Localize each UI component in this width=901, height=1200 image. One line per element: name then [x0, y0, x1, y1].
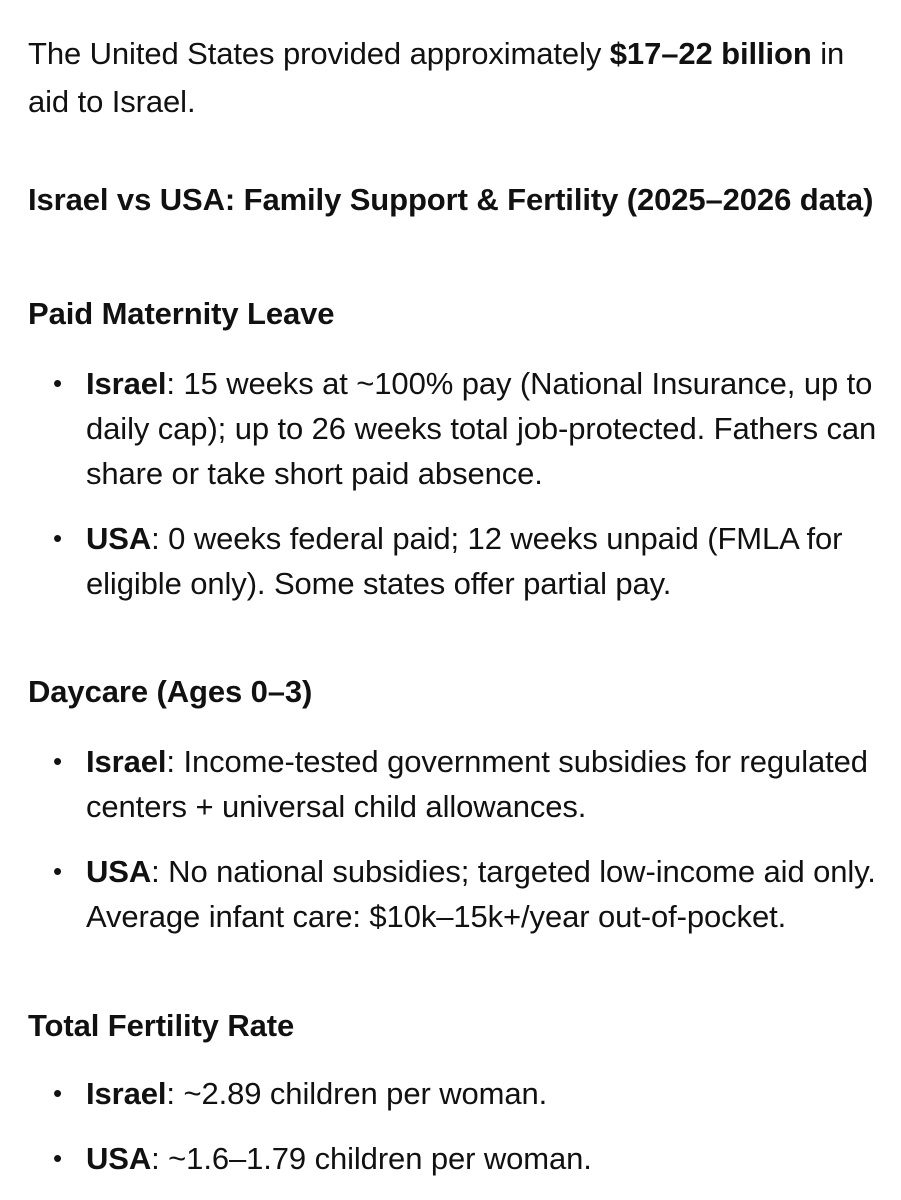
bullet-icon: • [53, 856, 63, 886]
item-label: USA [86, 521, 152, 556]
list-item [0, 516, 901, 606]
bullet-icon: • [53, 1078, 63, 1108]
item-text: : No national subsidies; targeted low-income aid only. Average infant care: $10k–15k+/year out-of-pocket. [86, 854, 876, 934]
item-label: Israel [86, 1076, 167, 1111]
item-text: : ~1.6–1.79 children per woman. [151, 1141, 592, 1176]
heading-daycare: Daycare (Ages 0–3) [28, 674, 313, 709]
intro-suffix: in aid to Israel. [28, 36, 845, 119]
bullet-icon: • [53, 1143, 63, 1173]
item-label: USA [86, 854, 152, 889]
item-label: Israel [86, 366, 167, 401]
comparison-title: Israel vs USA: Family Support & Fertility (2025–2026 data) [28, 182, 874, 217]
heading-paid-maternity-leave: Paid Maternity Leave [28, 296, 335, 331]
list-paid-maternity-leave [0, 361, 901, 606]
list-item [0, 739, 901, 829]
intro-paragraph [28, 30, 878, 126]
bullet-icon: • [53, 523, 63, 553]
list-item [0, 1136, 901, 1181]
item-text: : ~2.89 children per woman. [166, 1076, 548, 1111]
item-label: Israel [86, 744, 167, 779]
bullet-icon: • [53, 746, 63, 776]
heading-total-fertility-rate: Total Fertility Rate [28, 1008, 295, 1043]
item-label: USA [86, 1141, 152, 1176]
item-text: : Income-tested government subsidies for regulated centers + universal child allowances. [86, 744, 868, 824]
list-total-fertility-rate [0, 1071, 901, 1181]
intro-amount: $17–22 billion [609, 36, 812, 71]
list-item [0, 849, 901, 939]
intro-prefix: The United States provided approximately [28, 36, 610, 71]
list-daycare [0, 739, 901, 939]
list-item [0, 1071, 901, 1116]
item-text: : 0 weeks federal paid; 12 weeks unpaid (FMLA for eligible only). Some states offer partial pay. [86, 521, 843, 601]
list-item [0, 361, 901, 496]
item-text: : 15 weeks at ~100% pay (National Insurance, up to daily cap); up to 26 weeks total job-protected. Fathers can share or take short paid absence. [86, 366, 877, 491]
bullet-icon: • [53, 368, 63, 398]
